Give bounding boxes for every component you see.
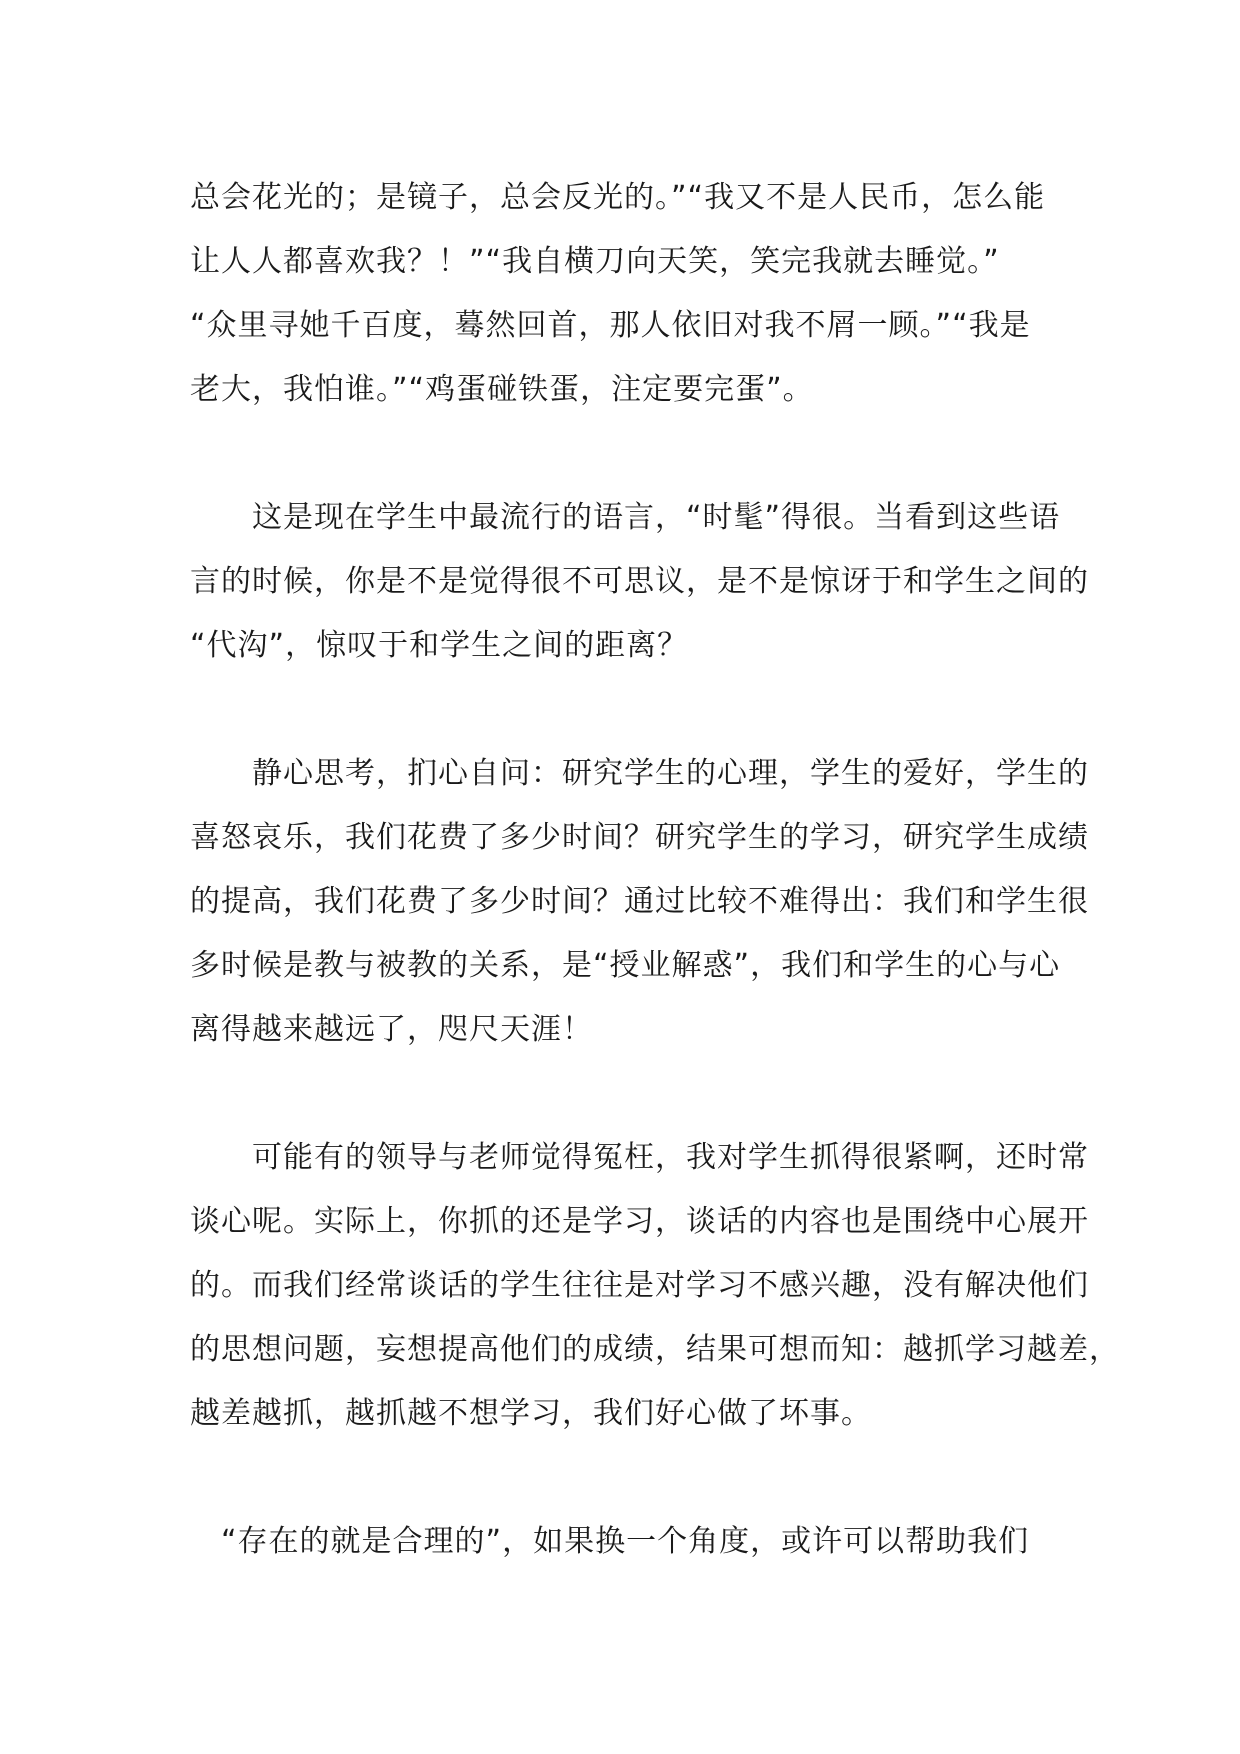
- text-line: 这是现在学生中最流行的语言，“时髦”得很。当看到这些语: [190, 500, 1061, 535]
- text-line: “存在的就是合理的”，如果换一个角度，或许可以帮助我们: [190, 1524, 1030, 1559]
- paragraph-4: [190, 1126, 1120, 1446]
- text-line: 静心思考，扪心自问：研究学生的心理，学生的爱好，学生的: [190, 756, 1089, 791]
- text-line: 让人人都喜欢我？！”“我自横刀向天笑，笑完我就去睡觉。”: [190, 244, 1000, 279]
- paragraph-1: [190, 166, 1060, 422]
- text-line: 的提高，我们花费了多少时间？通过比较不难得出：我们和学生很: [190, 884, 1089, 919]
- text-line: “代沟”，惊叹于和学生之间的距离？: [190, 628, 689, 663]
- text-line: 可能有的领导与老师觉得冤枉，我对学生抓得很紧啊，还时常: [190, 1140, 1089, 1175]
- text-line: 多时候是教与被教的关系，是“授业解惑”，我们和学生的心与心: [190, 948, 1061, 983]
- paragraph-3: [190, 742, 1089, 1062]
- paragraph-2: [190, 486, 1089, 678]
- text-line: 老大，我怕谁。”“鸡蛋碰铁蛋，注定要完蛋”。: [190, 372, 814, 407]
- text-line: “众里寻她千百度，蓦然回首，那人依旧对我不屑一顾。”“我是: [190, 308, 1031, 343]
- text-line: 越差越抓，越抓越不想学习，我们好心做了坏事。: [190, 1396, 872, 1431]
- paragraph-5: [190, 1510, 1060, 1574]
- text-line: 谈心呢。实际上，你抓的还是学习，谈话的内容也是围绕中心展开: [190, 1204, 1089, 1239]
- document-body: [190, 166, 1120, 1638]
- text-line: 离得越来越远了，咫尺天涯！: [190, 1012, 593, 1047]
- text-line: 言的时候，你是不是觉得很不可思议，是不是惊讶于和学生之间的: [190, 564, 1089, 599]
- text-line: 的。而我们经常谈话的学生往往是对学习不感兴趣，没有解决他们: [190, 1268, 1089, 1303]
- text-line: 的思想问题，妄想提高他们的成绩，结果可想而知：越抓学习越差，: [190, 1332, 1120, 1367]
- text-line: 总会花光的；是镜子，总会反光的。”“我又不是人民币，怎么能: [190, 180, 1046, 215]
- text-line: 喜怒哀乐，我们花费了多少时间？研究学生的学习，研究学生成绩: [190, 820, 1089, 855]
